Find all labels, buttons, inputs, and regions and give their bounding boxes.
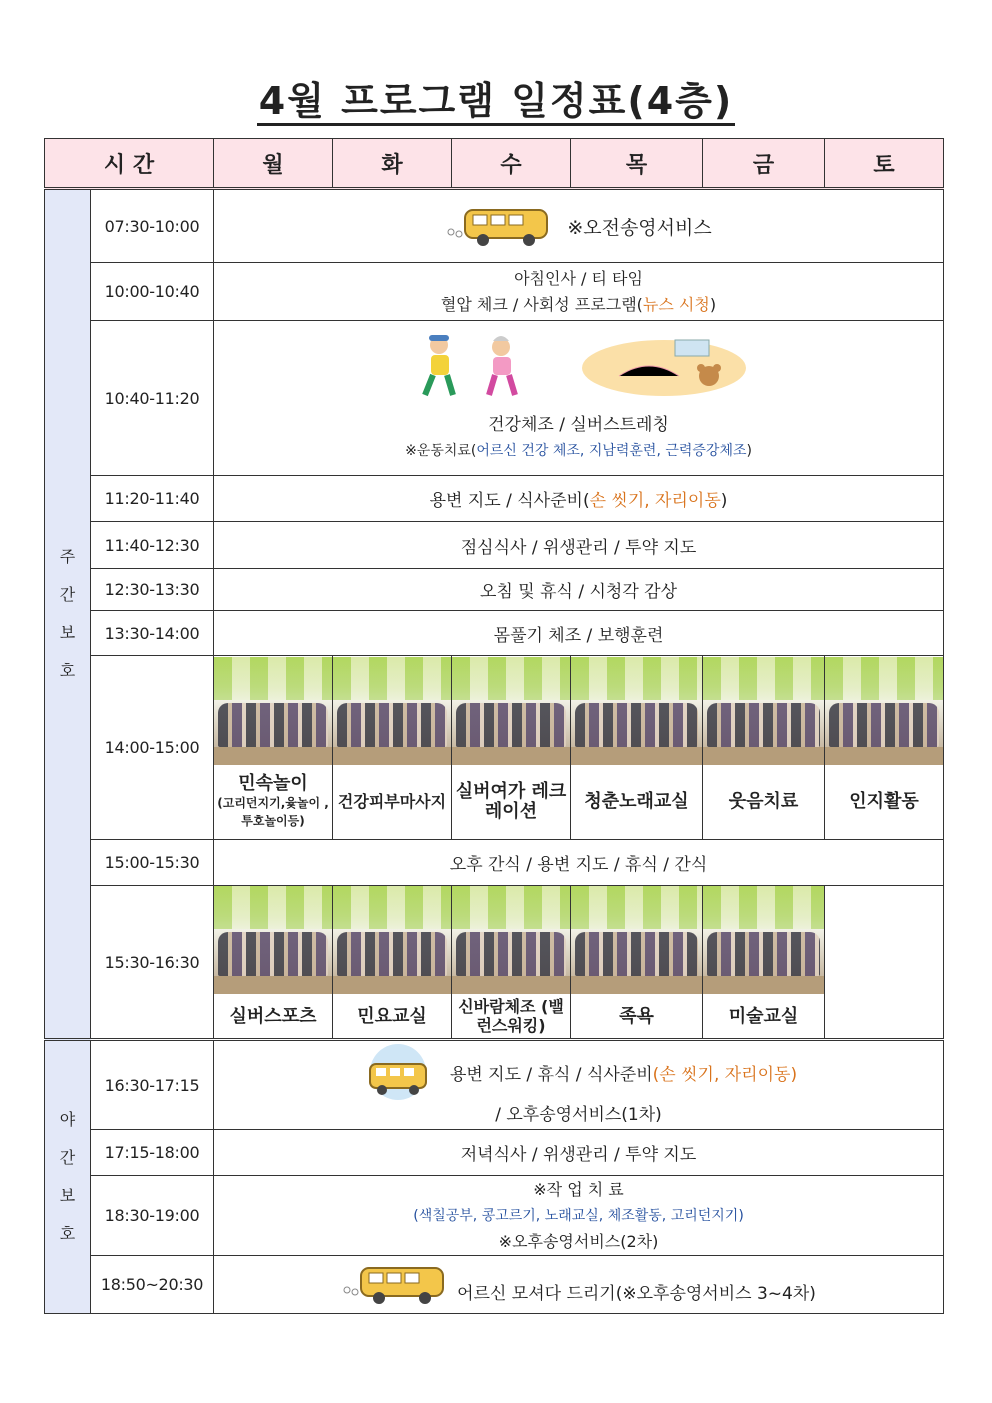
activity-photo <box>214 657 332 765</box>
time-cell: 18:30-19:00 <box>91 1176 214 1256</box>
activity-cell: 어르신 모셔다 드리기(※오후송영서비스 3~4차) <box>214 1256 944 1314</box>
time-cell: 11:40-12:30 <box>91 522 214 569</box>
header-day-tue: 화 <box>333 139 452 189</box>
header-day-thu: 목 <box>571 139 703 189</box>
time-cell: 18:50~20:30 <box>91 1256 214 1314</box>
activity-photo-cell: 웃음치료 <box>703 656 825 840</box>
header-day-fri: 금 <box>703 139 825 189</box>
activity-photo-cell: 건강피부마사지 <box>333 656 452 840</box>
table-row <box>45 189 944 263</box>
activity-cell: 몸풀기 체조 / 보행훈련 <box>214 611 944 656</box>
table-row <box>45 321 944 476</box>
table-row <box>45 1256 944 1314</box>
activity-photo <box>452 886 570 994</box>
time-cell: 12:30-13:30 <box>91 569 214 611</box>
activity-photo-cell: 족욕 <box>571 886 703 1040</box>
relaxing-room-icon <box>579 332 749 398</box>
activity-photo-cell: 실버여가 레크레이션 <box>452 656 571 840</box>
activity-photo <box>703 886 824 994</box>
table-row <box>45 656 944 840</box>
time-cell: 07:30-10:00 <box>91 189 214 263</box>
page-title: 4월 프로그램 일정표(4층) <box>0 70 992 125</box>
activity-cell: 건강체조 / 실버스트레칭 ※운동치료(어르신 건강 체조, 지남력훈련, 근력증강체조) <box>214 321 944 476</box>
activity-photo-cell: 인지활동 <box>825 656 944 840</box>
empty-cell <box>825 886 944 1040</box>
time-cell: 15:30-16:30 <box>91 886 214 1040</box>
table-row <box>45 1176 944 1256</box>
time-cell: 11:20-11:40 <box>91 476 214 522</box>
table-row <box>45 1040 944 1130</box>
time-cell: 10:40-11:20 <box>91 321 214 476</box>
activity-cell: 아침인사 / 티 타임 혈압 체크 / 사회성 프로그램(뉴스 시청) <box>214 263 944 321</box>
section-night-care: 야 간 보 호 <box>45 1040 91 1314</box>
table-row <box>45 840 944 886</box>
activity-photo <box>333 886 451 994</box>
activity-photo-cell: 미술교실 <box>703 886 825 1040</box>
time-cell: 15:00-15:30 <box>91 840 214 886</box>
time-cell: 16:30-17:15 <box>91 1040 214 1130</box>
school-bus-icon <box>445 204 557 248</box>
header-day-sat: 토 <box>825 139 944 189</box>
table-row <box>45 886 944 1040</box>
header-day-mon: 월 <box>214 139 333 189</box>
activity-cell: 저녁식사 / 위생관리 / 투약 지도 <box>214 1130 944 1176</box>
activity-photo <box>825 657 943 765</box>
time-cell: 17:15-18:00 <box>91 1130 214 1176</box>
school-bus-icon <box>360 1042 436 1102</box>
time-cell: 10:00-10:40 <box>91 263 214 321</box>
activity-photo <box>214 886 332 994</box>
activity-photo-cell: 민요교실 <box>333 886 452 1040</box>
activity-cell: ※오전송영서비스 <box>214 189 944 263</box>
activity-photo-cell: 민속놀이 (고리던지기,윷놀이 ,투호놀이등) <box>214 656 333 840</box>
section-day-care: 주 간 보 호 <box>45 189 91 1040</box>
activity-cell: 오후 간식 / 용변 지도 / 휴식 / 간식 <box>214 840 944 886</box>
schedule-table <box>44 138 944 1314</box>
exercising-seniors-icon <box>409 333 539 397</box>
activity-cell: 용변 지도 / 식사준비(손 씻기, 자리이동) <box>214 476 944 522</box>
table-row <box>45 1130 944 1176</box>
activity-photo-cell: 실버스포츠 <box>214 886 333 1040</box>
school-bus-icon <box>341 1262 453 1308</box>
table-row <box>45 522 944 569</box>
header-row <box>45 139 944 189</box>
activity-cell: 용변 지도 / 휴식 / 식사준비(손 씻기, 자리이동) / 오후송영서비스(1차) <box>214 1040 944 1130</box>
header-time: 시 간 <box>45 139 214 189</box>
table-row <box>45 569 944 611</box>
table-row <box>45 263 944 321</box>
table-row <box>45 611 944 656</box>
activity-photo <box>333 657 451 765</box>
time-cell: 14:00-15:00 <box>91 656 214 840</box>
activity-cell: 점심식사 / 위생관리 / 투약 지도 <box>214 522 944 569</box>
header-day-wed: 수 <box>452 139 571 189</box>
activity-cell: 오침 및 휴식 / 시청각 감상 <box>214 569 944 611</box>
activity-photo <box>703 657 824 765</box>
activity-photo-cell: 신바람체조 (밸런스워킹) <box>452 886 571 1040</box>
activity-photo <box>571 657 702 765</box>
activity-photo <box>452 657 570 765</box>
activity-photo <box>571 886 702 994</box>
table-row <box>45 476 944 522</box>
activity-photo-cell: 청춘노래교실 <box>571 656 703 840</box>
time-cell: 13:30-14:00 <box>91 611 214 656</box>
activity-cell: ※작 업 치 료 (색칠공부, 콩고르기, 노래교실, 체조활동, 고리던지기) ※오후송영서비스(2차) <box>214 1176 944 1256</box>
